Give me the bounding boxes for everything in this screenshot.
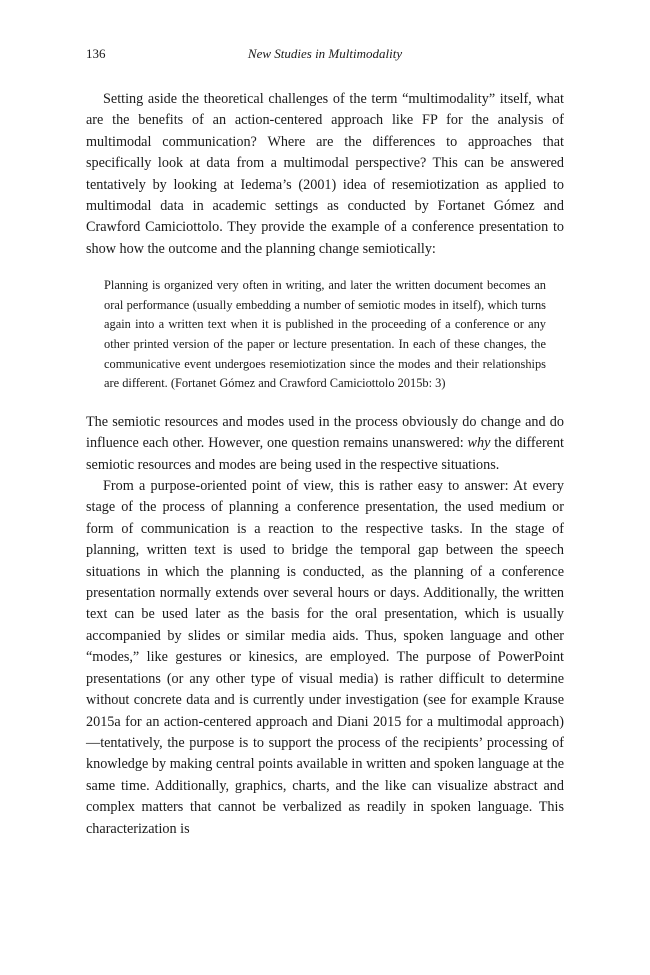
paragraph-semiotic-resources	[86, 412, 564, 476]
paragraph-text-part: the different semiotic resources and modes are being used in the respective situations.	[86, 435, 564, 473]
running-title: New Studies in Multimodality	[247, 46, 403, 61]
body-text	[86, 89, 564, 840]
block-quote: Planning is organized very often in writing, and later the written document becomes an oral performance (usually embedding a number of semiotic modes in itself), which turns again into a written text when it is published in the proceeding of a conference or any other printed version of the paper or lecture presentation. In each of these changes, the communicative event undergoes resemiotization since the modes and their relationships are different. (Fortanet Gómez and Crawford Camiciottolo 2015b: 3)	[104, 278, 546, 391]
paragraph-purpose-oriented: From a purpose-oriented point of view, this is rather easy to answer: At every stage of the process of planning a conference presentation, the used medium or form of communication is a reaction to the respective tasks. In the stage of planning, written text is used to bridge the temporal gap between the speech situations in which the planning is conducted, as the planning of a conference presentation normally extends over several hours or days. Additionally, the written text can be used later as the basis for the oral presentation, which is usually accompanied by slides or similar media aids. Thus, spoken language and other “modes,” like gestures or kinesics, are employed. The purpose of PowerPoint presentations (or any other type of visual media) is rather difficult to determine without concrete data and is currently under investigation (see for example Krause 2015a for an action-centered approach and Diani 2015 for a multimodal approach)—tentatively, the purpose is to support the process of the recipients’ processing of knowledge by making central points available in written and spoken language at the same time. Additionally, graphics, charts, and the like can visualize abstract and complex matters that cannot be verbalized as readily in spoken language. This characterization is	[86, 478, 564, 837]
page-number: 136	[86, 46, 106, 61]
paragraph-intro: Setting aside the theoretical challenges of the term “multimodality” itself, what are the benefits of an action-centered approach like FP for the analysis of multimodal communication? Where are the differences to approaches that specifically look at data from a multimodal perspective? This can be answered tentatively by looking at Iedema’s (2001) idea of resemiotization as applied to multimodal data in academic settings as conducted by Fortanet Gómez and Crawford Camiciottolo. They provide the example of a conference presentation to show how the outcome and the planning change semiotically:	[86, 91, 564, 257]
emphasis-why: why	[467, 435, 491, 452]
paragraph-text-part: The semiotic resources and modes used in the process obviously do change and do influence each other. However, one question remains unanswered:	[86, 413, 564, 452]
running-head	[86, 46, 564, 64]
